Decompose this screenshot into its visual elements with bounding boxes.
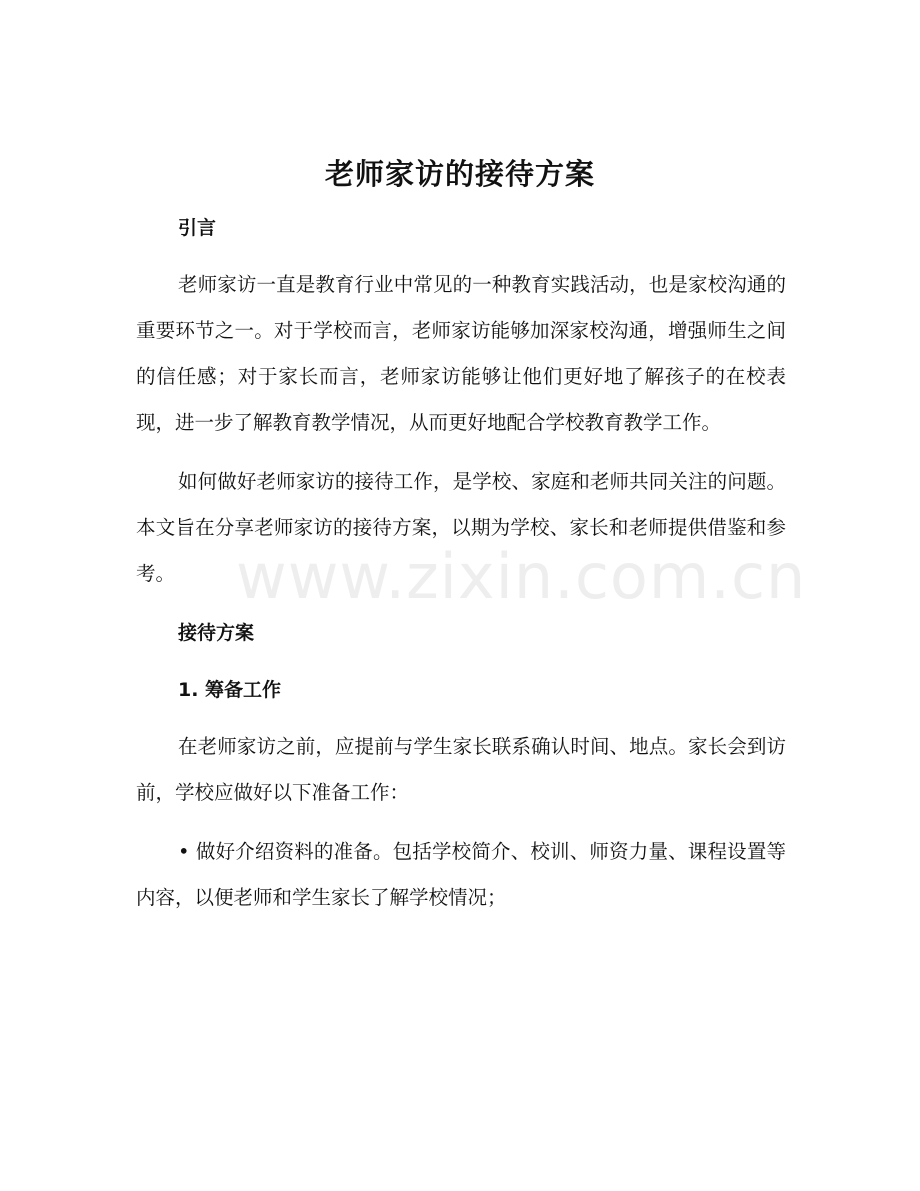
document-title: 老师家访的接待方案 — [324, 157, 595, 191]
bullet-item-materials: • 做好介绍资料的准备。包括学校简介、校训、师资力量、课程设置等内容，以便老师和学生家长了解学校情况； — [136, 840, 786, 909]
intro-paragraph-1: 老师家访一直是教育行业中常见的一种教育实践活动，也是家校沟通的重要环节之一。对于学校而言，老师家访能够加深家校沟通，增强师生之间的信任感；对于家长而言，老师家访能够让他们更好地了解孩子的在校表现，进一步了解教育教学情况，从而更好地配合学校教育教学工作。 — [136, 273, 786, 434]
intro-paragraph-2: 如何做好老师家访的接待工作，是学校、家庭和老师共同关注的问题。本文旨在分享老师家访的接待方案，以期为学校、家长和老师提供借鉴和参考。 — [136, 470, 786, 585]
preparation-paragraph: 在老师家访之前，应提前与学生家长联系确认时间、地点。家长会到访前，学校应做好以下准备工作： — [136, 735, 786, 804]
document-body — [136, 205, 807, 921]
watermark: www.zixin.com.cn — [236, 540, 807, 613]
section-heading-plan: 接待方案 — [178, 622, 255, 644]
subsection-heading-preparation: 1. 筹备工作 — [178, 679, 282, 701]
section-heading-intro: 引言 — [178, 217, 217, 239]
